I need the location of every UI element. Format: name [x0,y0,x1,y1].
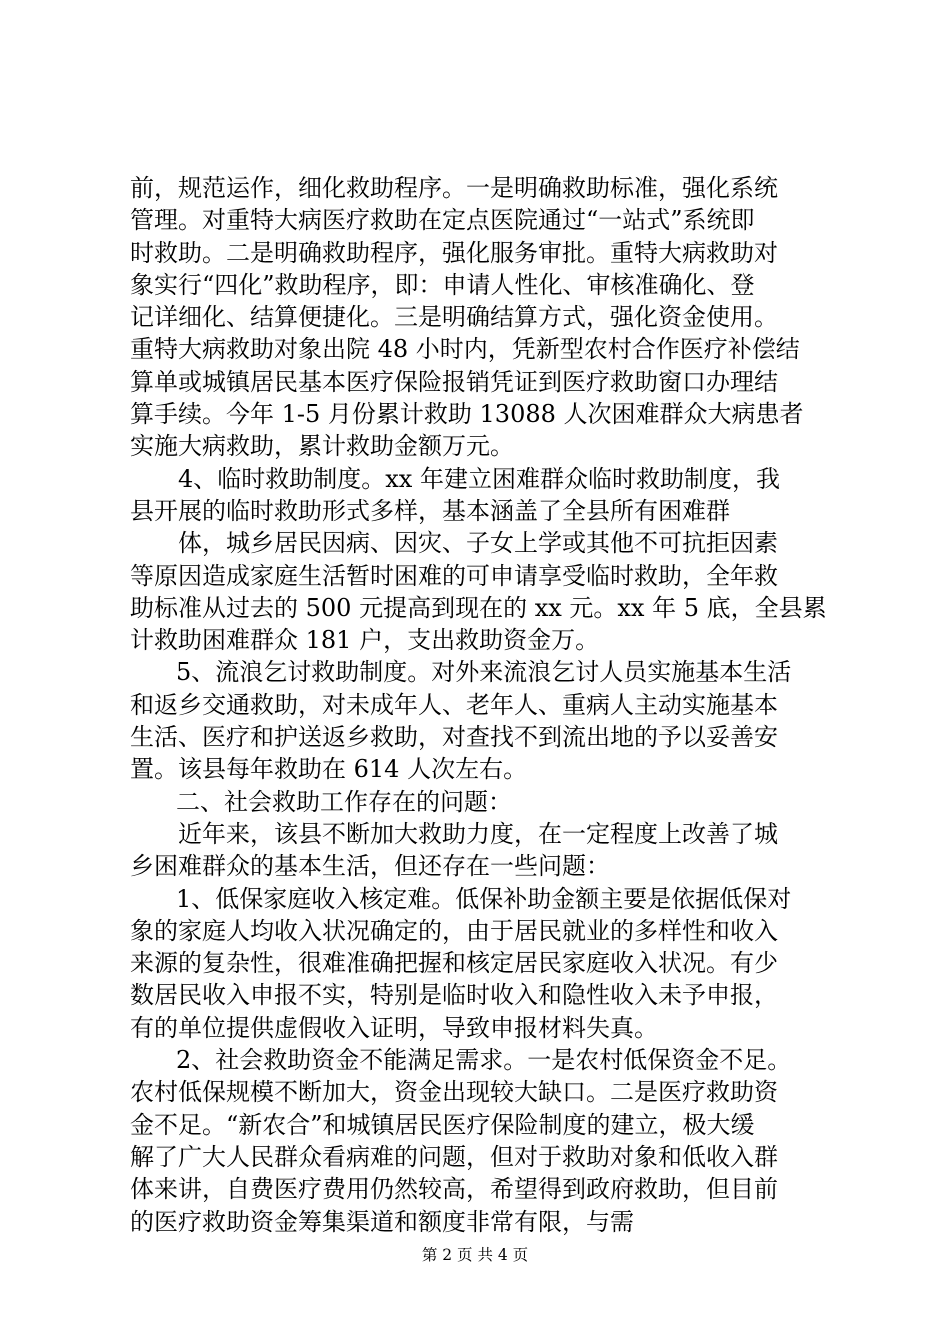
text-line: 数居民收入申报不实，特别是临时收入和隐性收入未予申报， [130,981,778,1010]
text-line: 和返乡交通救助，对未成年人、老年人、重病人主动实施基本 [130,690,778,719]
text-line: 重特大病救助对象出院 48 小时内，凭新型农村合作医疗补偿结 [130,335,800,364]
text-line: 助标准从过去的 500 元提高到现在的 xx 元。xx 年 5 底，全县累 [130,593,827,622]
paragraph-first-line: 体，城乡居民因病、因灾、子女上学或其他不可抗拒因素 [178,529,778,558]
text-line: 县开展的临时救助形式多样，基本涵盖了全县所有困难群 [130,496,730,525]
text-line: 计救助困难群众 181 户，支出救助资金万。 [130,626,600,655]
text-line: 象的家庭人均收入状况确定的，由于居民就业的多样性和收入 [130,916,778,945]
page-number-footer: 第 2 页 共 4 页 [421,1246,529,1264]
text-line: 前，规范运作，细化救助程序。一是明确救助标准，强化系统 [130,174,778,202]
text-line: 的医疗救助资金筹集渠道和额度非常有限，与需 [130,1207,634,1236]
text-line: 象实行“四化”救助程序，即：申请人性化、审核准确化、登 [130,270,755,299]
text-line: 等原因造成家庭生活暂时困难的可申请享受临时救助，全年救 [130,561,778,590]
text-line: 乡困难群众的基本生活，但还存在一些问题： [130,852,610,881]
text-line: 解了广大人民群众看病难的问题，但对于救助对象和低收入群 [130,1142,778,1171]
paragraph-first-line: 4、临时救助制度。xx 年建立困难群众临时救助制度，我 [178,464,780,493]
text-line: 算手续。今年 1-5 月份累计救助 13088 人次困难群众大病患者 [130,400,804,429]
text-line: 来源的复杂性，很难准确把握和核定居民家庭收入状况。有少 [130,949,778,978]
text-line: 时救助。二是明确救助程序，强化服务审批。重特大病救助对 [130,238,778,267]
text-line: 管理。对重特大病医疗救助在定点医院通过“一站式”系统即 [130,206,755,235]
text-line: 实施大病救助，累计救助金额万元。 [130,432,514,461]
section-heading: 二、社会救助工作存在的问题： [176,787,512,816]
text-line: 生活、医疗和护送返乡救助，对查找不到流出地的予以妥善安 [130,723,778,752]
paragraph-first-line: 2、社会救助资金不能满足需求。一是农村低保资金不足。 [176,1046,792,1075]
text-line: 金不足。“新农合”和城镇居民医疗保险制度的建立，极大缓 [130,1110,755,1139]
document-body [130,172,830,1238]
text-line: 农村低保规模不断加大，资金出现较大缺口。二是医疗救助资 [130,1078,778,1107]
text-line: 记详细化、结算便捷化。三是明确结算方式，强化资金使用。 [130,303,778,332]
paragraph-first-line: 1、低保家庭收入核定难。低保补助金额主要是依据低保对 [176,884,792,913]
paragraph-first-line: 近年来，该县不断加大救助力度，在一定程度上改善了城 [178,819,778,848]
paragraph-first-line: 5、流浪乞讨救助制度。对外来流浪乞讨人员实施基本生活 [176,658,792,687]
text-line: 算单或城镇居民基本医疗保险报销凭证到医疗救助窗口办理结 [130,367,778,396]
text-line: 置。该县每年救助在 614 人次左右。 [130,755,528,784]
text-line: 有的单位提供虚假收入证明，导致申报材料失真。 [130,1013,658,1042]
text-line: 体来讲，自费医疗费用仍然较高，希望得到政府救助，但目前 [130,1175,778,1204]
